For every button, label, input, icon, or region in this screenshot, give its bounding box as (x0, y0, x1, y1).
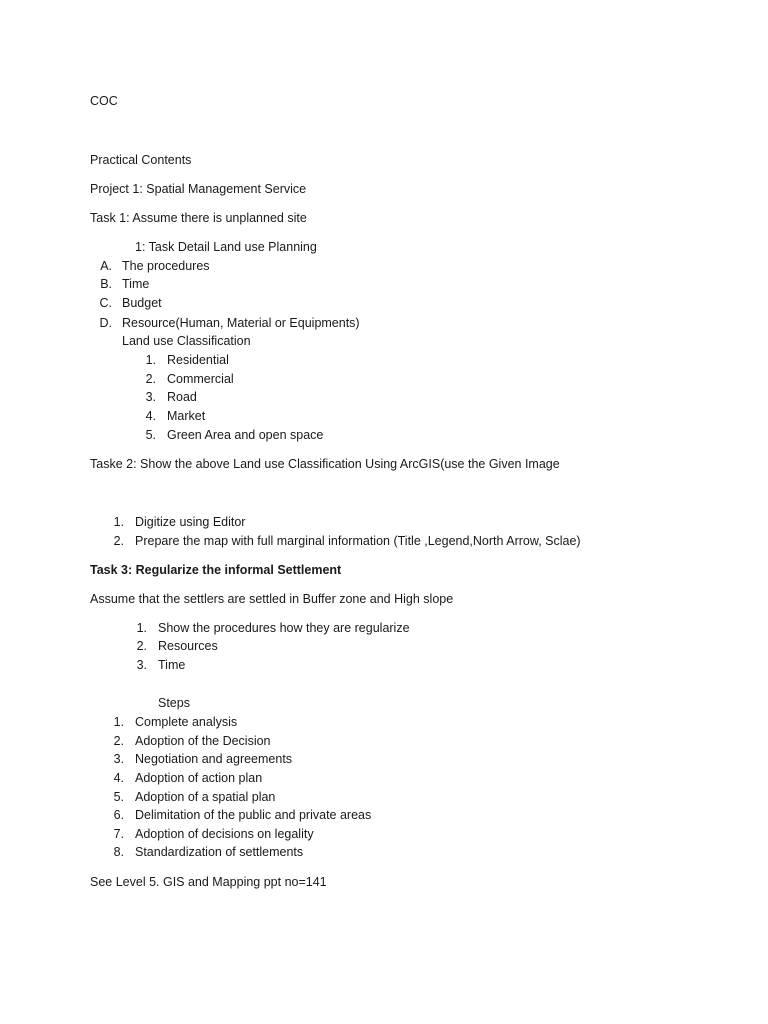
list-item-text: Time (122, 277, 150, 291)
list-marker: A. (100, 259, 112, 273)
list-item-text: Adoption of action plan (135, 771, 263, 785)
list-marker: 7. (113, 827, 124, 841)
list-marker: 5. (145, 428, 156, 442)
list-marker: 1. (113, 515, 124, 529)
list-marker: 3. (136, 658, 147, 672)
list-item-text: Adoption of the Decision (135, 734, 271, 748)
list-item-text: Road (167, 390, 197, 404)
list-item-text: Adoption of a spatial plan (135, 790, 276, 804)
list-item-text: Green Area and open space (167, 428, 324, 442)
list-item-text: Market (167, 409, 206, 423)
list-marker: 3. (145, 390, 156, 404)
list-marker: 1. (136, 621, 147, 635)
list-item-text: Time (158, 658, 186, 672)
reference-note: See Level 5. GIS and Mapping ppt no=141 (90, 875, 327, 889)
task-3-assumption: Assume that the settlers are settled in Buffer zone and High slope (90, 592, 454, 606)
list-item-text: Commercial (167, 372, 234, 386)
doc-title: COC (90, 94, 118, 108)
task-1-heading: Task 1: Assume there is unplanned site (90, 211, 307, 225)
steps-heading: Steps (158, 696, 190, 710)
list-item-text: Show the procedures how they are regularize (158, 621, 410, 635)
list-marker: C. (99, 296, 112, 310)
task-1-detail: 1: Task Detail Land use Planning (135, 240, 317, 254)
practical-contents-heading: Practical Contents (90, 153, 192, 167)
task-2-heading: Taske 2: Show the above Land use Classification Using ArcGIS(use the Given Image (90, 457, 560, 471)
list-marker: 6. (113, 808, 124, 822)
list-marker: 4. (113, 771, 124, 785)
list-item-text: Resource(Human, Material or Equipments) (122, 316, 360, 330)
list-item-text: Standardization of settlements (135, 845, 304, 859)
list-item-text: Negotiation and agreements (135, 752, 293, 766)
list-marker: 3. (113, 752, 124, 766)
list-item-text: Delimitation of the public and private areas (135, 808, 372, 822)
list-marker: 1. (113, 715, 124, 729)
list-item-text: Adoption of decisions on legality (135, 827, 314, 841)
list-marker: 2. (113, 734, 124, 748)
list-marker: 2. (113, 534, 124, 548)
list-item-text: Budget (122, 296, 162, 310)
task-3-heading: Task 3: Regularize the informal Settlement (90, 563, 342, 577)
list-marker: 4. (145, 409, 156, 423)
list-marker: 1. (145, 353, 156, 367)
list-marker: 5. (113, 790, 124, 804)
list-marker: B. (100, 277, 112, 291)
list-item-text: Complete analysis (135, 715, 238, 729)
list-marker: 2. (136, 639, 147, 653)
list-item-text: The procedures (122, 259, 210, 273)
list-item-text: Residential (167, 353, 229, 367)
list-item-text: Prepare the map with full marginal information (Title ,Legend,North Arrow, Sclae) (135, 534, 581, 548)
list-marker: D. (99, 316, 112, 330)
list-marker: 2. (145, 372, 156, 386)
list-item-text: Resources (158, 639, 218, 653)
land-use-heading: Land use Classification (122, 334, 251, 348)
project-1-heading: Project 1: Spatial Management Service (90, 182, 307, 196)
list-item-text: Digitize using Editor (135, 515, 246, 529)
list-marker: 8. (113, 845, 124, 859)
